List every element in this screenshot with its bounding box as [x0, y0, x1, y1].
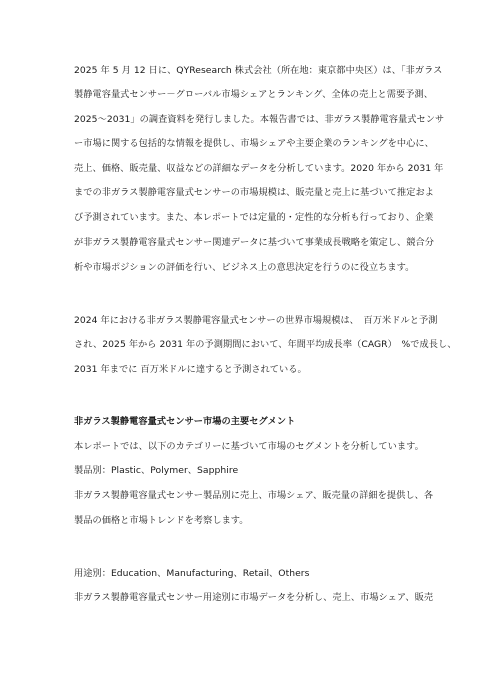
- application-label: 用途別：Education、Manufacturing、Retail、Others: [74, 568, 310, 579]
- application-desc-line: 非ガラス製静電容量式センサー用途別に市場データを分析し、売上、市場シェア、販売: [74, 592, 434, 603]
- product-desc-line: 非ガラス製静電容量式センサー製品別に売上、市場シェア、販売量の詳細を提供し、各: [74, 490, 434, 501]
- intro-line: 2025 年 5 月 12 日に、QYResearch 株式会社（所在地：東京都中央区）は、「非ガラス: [74, 65, 443, 76]
- intro-line: ー市場に関する包括的な情報を提供し、市場シェアや主要企業のランキングを中心に、: [74, 138, 434, 149]
- intro-line: び予測されています。また、本レポートでは定量的・定性的な分析も行っており、企業: [74, 212, 434, 223]
- intro-line: 売上、価格、販売量、収益などの詳細なデータを分析しています。2020 年から 2031 年: [74, 163, 444, 174]
- product-desc-line: 製品の価格と市場トレンドを考察します。: [74, 515, 249, 526]
- segment-intro: 本レポートでは、以下のカテゴリーに基づいて市場のセグメントを分析しています。: [74, 441, 424, 452]
- intro-line: までの非ガラス製静電容量式センサーの市場規模は、販売量と売上に基づいて推定およ: [74, 187, 434, 198]
- intro-line: 製静電容量式センサー－グローバル市場シェアとランキング、全体の売上と需要予測、: [74, 89, 433, 100]
- product-label: 製品別：Plastic、Polymer、Sapphire: [74, 465, 239, 476]
- market-line: 2024 年における非ガラス製静電容量式センサーの世界市場規模は、 百万米ドルと予測: [74, 315, 438, 326]
- intro-line: 析や市場ポジションの評価を行い、ビジネス上の意思決定を行うのに役立ちます。: [74, 262, 415, 273]
- market-line: され、2025 年から 2031 年の予測期間において、年間平均成長率（CAGR） %で成長し、: [74, 339, 457, 350]
- intro-line: が非ガラス製静電容量式センサー関連データに基づいて事業成長戦略を策定し、競合分: [74, 237, 434, 248]
- intro-line: 2025～2031」の調査資料を発行しました。本報告書では、非ガラス製静電容量式センサ: [74, 114, 445, 125]
- segment-heading: 非ガラス製静電容量式センサー市場の主要セグメント: [74, 416, 296, 427]
- market-line: 2031 年までに 百万米ドルに達すると予測されている。: [74, 364, 307, 375]
